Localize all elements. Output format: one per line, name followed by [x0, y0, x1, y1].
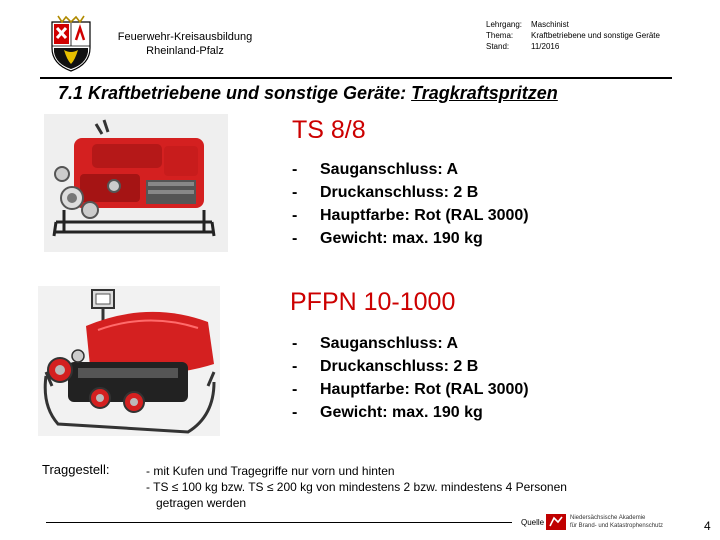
note-line: getragen werden [156, 496, 247, 510]
product-title-ts-8-8: TS 8/8 [292, 116, 366, 144]
traggestell-notes [146, 463, 686, 511]
academy-line-2: für Brand- und Katastrophenschutz [570, 523, 664, 529]
bullet-dash: - [292, 404, 298, 421]
list-item [292, 204, 529, 227]
list-item [292, 332, 529, 355]
meta-key: Lehrgang: [486, 20, 523, 29]
spec-text: Gewicht: max. 190 kg [320, 230, 483, 247]
spec-list-pfpn-10-1000 [292, 332, 529, 424]
slide-title-topic: Tragkraftspritzen [411, 83, 558, 103]
academy-logo-text [570, 514, 690, 530]
meta-value: Kraftbetriebene und sonstige Geräte [531, 31, 660, 40]
slide-title-prefix: 7.1 Kraftbetriebene und sonstige Geräte: [58, 83, 412, 103]
bullet-dash: - [292, 230, 298, 247]
course-meta [486, 19, 660, 52]
note-line: - mit Kufen und Tragegriffe nur vorn und hinten [146, 464, 395, 478]
spec-list-ts-8-8 [292, 158, 529, 250]
academy-line-1: Niedersächsische Akademie [570, 515, 646, 521]
bullet-dash: - [292, 335, 298, 352]
list-item [292, 401, 529, 424]
bullet-dash: - [292, 207, 298, 224]
footer-divider [46, 522, 512, 523]
page-number: 4 [704, 519, 711, 533]
list-item [292, 227, 529, 250]
spec-text: Druckanschluss: 2 B [320, 184, 479, 201]
list-item [292, 181, 529, 204]
spec-text: Hauptfarbe: Rot (RAL 3000) [320, 381, 529, 398]
meta-value: Maschinist [531, 20, 569, 29]
list-item [292, 378, 529, 401]
org-line-2: Rheinland-Pfalz [146, 45, 224, 57]
meta-value: 11/2016 [531, 42, 560, 51]
traggestell-label: Traggestell: [42, 462, 110, 477]
spec-text: Sauganschluss: A [320, 161, 459, 178]
slide-title [58, 83, 558, 104]
meta-key: Stand: [486, 42, 510, 51]
bullet-dash: - [292, 184, 298, 201]
org-line-1: Feuerwehr-Kreisausbildung [117, 31, 253, 43]
spec-text: Druckanschluss: 2 B [320, 358, 479, 375]
bullet-dash: - [292, 358, 298, 375]
bullet-dash: - [292, 161, 298, 178]
list-item [292, 158, 529, 181]
source-label: Quelle [521, 518, 545, 527]
meta-row-topic [486, 30, 660, 41]
spec-text: Hauptfarbe: Rot (RAL 3000) [320, 207, 529, 224]
list-item [292, 355, 529, 378]
organization-name [110, 30, 260, 58]
coat-of-arms-logo [46, 14, 96, 74]
spec-text: Sauganschluss: A [320, 335, 459, 352]
bullet-dash: - [292, 381, 298, 398]
meta-row-course [486, 19, 660, 30]
product-title-pfpn-10-1000: PFPN 10-1000 [290, 288, 456, 316]
meta-row-date [486, 41, 660, 52]
spec-text: Gewicht: max. 190 kg [320, 404, 483, 421]
meta-key: Thema: [486, 31, 514, 40]
ts-8-8-pump-photo [44, 114, 228, 252]
header-divider [40, 77, 672, 79]
pfpn-10-1000-pump-photo [38, 286, 220, 436]
note-line: - TS ≤ 100 kg bzw. TS ≤ 200 kg von mindestens 2 bzw. mindestens 4 Personen [146, 480, 567, 494]
